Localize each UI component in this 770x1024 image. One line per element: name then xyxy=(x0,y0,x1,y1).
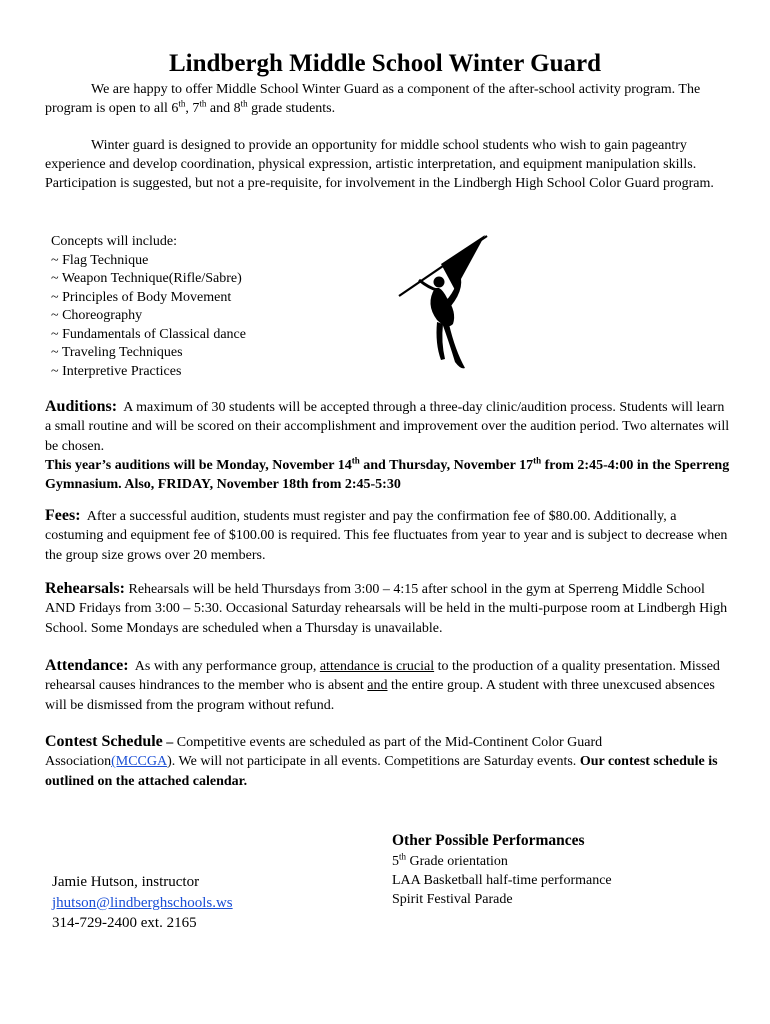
attendance-heading: Attendance: xyxy=(45,657,129,674)
contact-phone: 314-729-2400 ext. 2165 xyxy=(52,915,197,931)
list-item: ~ Flag Technique xyxy=(51,252,149,268)
intro-paragraph-2: Winter guard is designed to provide an opportunity for middle school students who wish to gain pageantry experience and develop coordination, physical expression, artistic interpretation, and equipment manipulation skills. Participation is suggested, but not a pre-requisite, for involvement in the Lindbergh High School Color Guard program. xyxy=(45,138,714,191)
contest-heading: Contest Schedule xyxy=(45,733,163,750)
contact-name: Jamie Hutson, instructor xyxy=(52,874,200,890)
list-item: Spirit Festival Parade xyxy=(392,892,513,907)
rehearsals-heading: Rehearsals: xyxy=(45,580,125,597)
concepts-list xyxy=(51,233,381,381)
list-item: 5th Grade orientation xyxy=(392,851,508,869)
other-performances xyxy=(392,830,722,909)
list-item: LAA Basketball half-time performance xyxy=(392,873,612,888)
auditions-heading: Auditions: xyxy=(45,398,118,415)
attendance-section: Attendance: As with any performance group, attendance is crucial to the production of a quality presentation. Missed rehearsal causes hindrances to the member who is absent and the entire group. A student with three unexcused absences will be dismissed from the program without refund. xyxy=(45,657,720,713)
list-item: ~ Fundamentals of Classical dance xyxy=(51,326,246,342)
fees-section: Fees: After a successful audition, students must register and pay the confirmation fee of $80.00. Additionally, a costuming and equipment fee of $100.00 is required. This fee fluctuates from year to year and is subject to decrease when the group size grows over 20 members. xyxy=(45,507,728,563)
contest-section: Contest Schedule – Competitive events are scheduled as part of the Mid-Continent Color Guard Association(MCCGA). We will not participate in all events. Competitions are Saturday events. Our contest schedule is outlined on the attached calendar. xyxy=(45,733,718,789)
contact-block xyxy=(52,872,352,934)
list-item: ~ Principles of Body Movement xyxy=(51,289,232,305)
list-item: ~ Choreography xyxy=(51,308,143,323)
page-title: Lindbergh Middle School Winter Guard xyxy=(168,50,602,77)
contact-email-link[interactable]: jhutson@lindberghschools.ws xyxy=(52,894,233,911)
rehearsals-section: Rehearsals: Rehearsals will be held Thursdays from 3:00 – 4:15 after school in the gym at Sperreng Middle School AND Fridays from 3:00 – 5:30. Occasional Saturday rehearsals will be held in the multi-purpose room at Lindbergh High School. Some Mondays are scheduled when a Thursday is unavailable. xyxy=(45,580,728,636)
list-item: ~ Interpretive Practices xyxy=(51,363,182,379)
fees-heading: Fees: xyxy=(45,507,81,524)
concepts-heading: Concepts will include: xyxy=(51,234,177,249)
intro-paragraph-1: We are happy to offer Middle School Winter Guard as a component of the after-school activity program. The program is open to all 6th, 7th and 8th grade students. xyxy=(45,82,701,116)
auditions-section: Auditions: A maximum of 30 students will be accepted through a three-day clinic/audition process. Students will learn a small routine and will be scored on their accomplishment and improvement over the audition period. Two alternates will be chosen. This year’s auditions will be Monday, November 14th and Thursday, November 17th from 2:45-4:00 in the Sperreng Gymnasium. Also, FRIDAY, November 18th from 2:45-5:30 xyxy=(45,398,730,493)
mccga-link[interactable]: (MCCGA xyxy=(111,754,168,770)
list-item: ~ Weapon Technique(Rifle/Sabre) xyxy=(51,271,242,286)
list-item: ~ Traveling Techniques xyxy=(51,345,183,360)
other-performances-heading: Other Possible Performances xyxy=(392,832,585,849)
winter-guard-flag-dancer-icon xyxy=(395,232,495,374)
